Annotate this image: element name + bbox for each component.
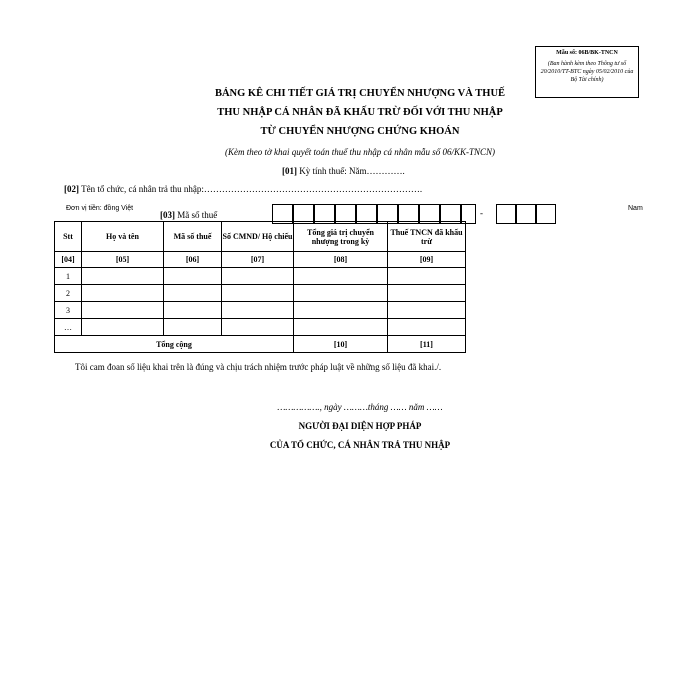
table-row bbox=[55, 268, 466, 285]
title-line-3: TỪ CHUYỂN NHƯỢNG CHỨNG KHOÁN bbox=[260, 126, 460, 137]
table-code-row bbox=[55, 252, 466, 268]
date-line: ……………., ngày ………tháng …… năm …… bbox=[277, 402, 443, 412]
tax-id-label: Mã số thuế bbox=[177, 210, 218, 220]
tax-period-code: [01] bbox=[282, 166, 297, 176]
tax-id-branch-box[interactable] bbox=[496, 204, 516, 224]
subtitle: (Kèm theo tờ khai quyết toán thuế thu nhập cá nhân mẫu số 06/KK-TNCN) bbox=[224, 147, 496, 157]
tax-id-cell[interactable] bbox=[164, 268, 222, 285]
title-line-1: BẢNG KÊ CHI TIẾT GIÁ TRỊ CHUYỂN NHƯỢNG VÀ THUẾ bbox=[214, 88, 506, 99]
code-cell: [07] bbox=[222, 252, 294, 268]
declaration-text: Tôi cam đoan số liệu khai trên là đúng và chịu trách nhiệm trước pháp luật về những số liệu đã khai./. bbox=[75, 362, 442, 372]
tax-period-line bbox=[282, 166, 405, 176]
currency-note: Đơn vị tiền: đồng Việt bbox=[66, 205, 134, 212]
signature-title-line-1: NGƯỜI ĐẠI DIỆN HỢP PHÁP bbox=[298, 421, 422, 431]
payer-name-code: [02] bbox=[64, 184, 79, 194]
name-cell[interactable] bbox=[82, 319, 164, 336]
id-passport-cell[interactable] bbox=[222, 285, 294, 302]
pit-withheld-cell[interactable] bbox=[388, 268, 466, 285]
header-stt: Stt bbox=[55, 222, 82, 252]
pit-withheld-cell[interactable] bbox=[388, 302, 466, 319]
row-number: … bbox=[55, 319, 82, 336]
table-row bbox=[55, 319, 466, 336]
pit-withheld-cell[interactable] bbox=[388, 285, 466, 302]
payer-name-line bbox=[64, 184, 422, 194]
title-line-2: THU NHẬP CÁ NHÂN ĐÃ KHẤU TRỪ ĐỐI VỚI THU NHẬP bbox=[217, 107, 503, 118]
row-number: 1 bbox=[55, 268, 82, 285]
code-cell: [08] bbox=[294, 252, 388, 268]
table-row bbox=[55, 302, 466, 319]
name-cell[interactable] bbox=[82, 285, 164, 302]
tax-id-line bbox=[160, 210, 217, 220]
tax-id-branch-box[interactable] bbox=[536, 204, 556, 224]
transfer-value-cell[interactable] bbox=[294, 268, 388, 285]
table-header-row bbox=[55, 222, 466, 252]
total-transfer-code: [10] bbox=[294, 336, 388, 353]
table-total-row bbox=[55, 336, 466, 353]
name-cell[interactable] bbox=[82, 302, 164, 319]
detail-table bbox=[54, 221, 466, 353]
total-label: Tổng cộng bbox=[55, 336, 294, 353]
table-row bbox=[55, 285, 466, 302]
code-cell: [09] bbox=[388, 252, 466, 268]
transfer-value-cell[interactable] bbox=[294, 302, 388, 319]
tax-id-dash: - bbox=[480, 208, 483, 218]
tax-id-cell[interactable] bbox=[164, 319, 222, 336]
nam-label: Nam bbox=[628, 205, 643, 212]
payer-name-label: Tên tổ chức, cá nhân trả thu nhập:………………………………………………………………. bbox=[81, 184, 423, 194]
code-cell: [06] bbox=[164, 252, 222, 268]
name-cell[interactable] bbox=[82, 268, 164, 285]
header-full-name: Họ và tên bbox=[82, 222, 164, 252]
row-number: 2 bbox=[55, 285, 82, 302]
total-pit-code: [11] bbox=[388, 336, 466, 353]
form-code: Mẫu số: 06B/BK-TNCN bbox=[556, 50, 618, 56]
transfer-value-cell[interactable] bbox=[294, 319, 388, 336]
code-cell: [05] bbox=[82, 252, 164, 268]
header-total-transfer-value: Tổng giá trị chuyển nhượng trong kỳ bbox=[294, 222, 388, 252]
id-passport-cell[interactable] bbox=[222, 319, 294, 336]
transfer-value-cell[interactable] bbox=[294, 285, 388, 302]
tax-id-cell[interactable] bbox=[164, 285, 222, 302]
header-id-passport: Số CMND/ Hộ chiếu bbox=[222, 222, 294, 252]
row-number: 3 bbox=[55, 302, 82, 319]
tax-id-cell[interactable] bbox=[164, 302, 222, 319]
form-issuance-note: (Ban hành kèm theo Thông tư số 20/2010/TT-BTC ngày 05/02/2010 của Bộ Tài chính) bbox=[540, 61, 634, 83]
id-passport-cell[interactable] bbox=[222, 302, 294, 319]
tax-id-code: [03] bbox=[160, 210, 175, 220]
tax-id-branch-box[interactable] bbox=[516, 204, 536, 224]
code-cell: [04] bbox=[55, 252, 82, 268]
header-tax-id: Mã số thuế bbox=[164, 222, 222, 252]
header-pit-withheld: Thuế TNCN đã khấu trừ bbox=[388, 222, 466, 252]
signature-title-line-2: CỦA TỔ CHỨC, CÁ NHÂN TRẢ THU NHẬP bbox=[269, 440, 451, 450]
tax-period-label: Kỳ tính thuế: Năm…………. bbox=[299, 166, 405, 176]
id-passport-cell[interactable] bbox=[222, 268, 294, 285]
pit-withheld-cell[interactable] bbox=[388, 319, 466, 336]
